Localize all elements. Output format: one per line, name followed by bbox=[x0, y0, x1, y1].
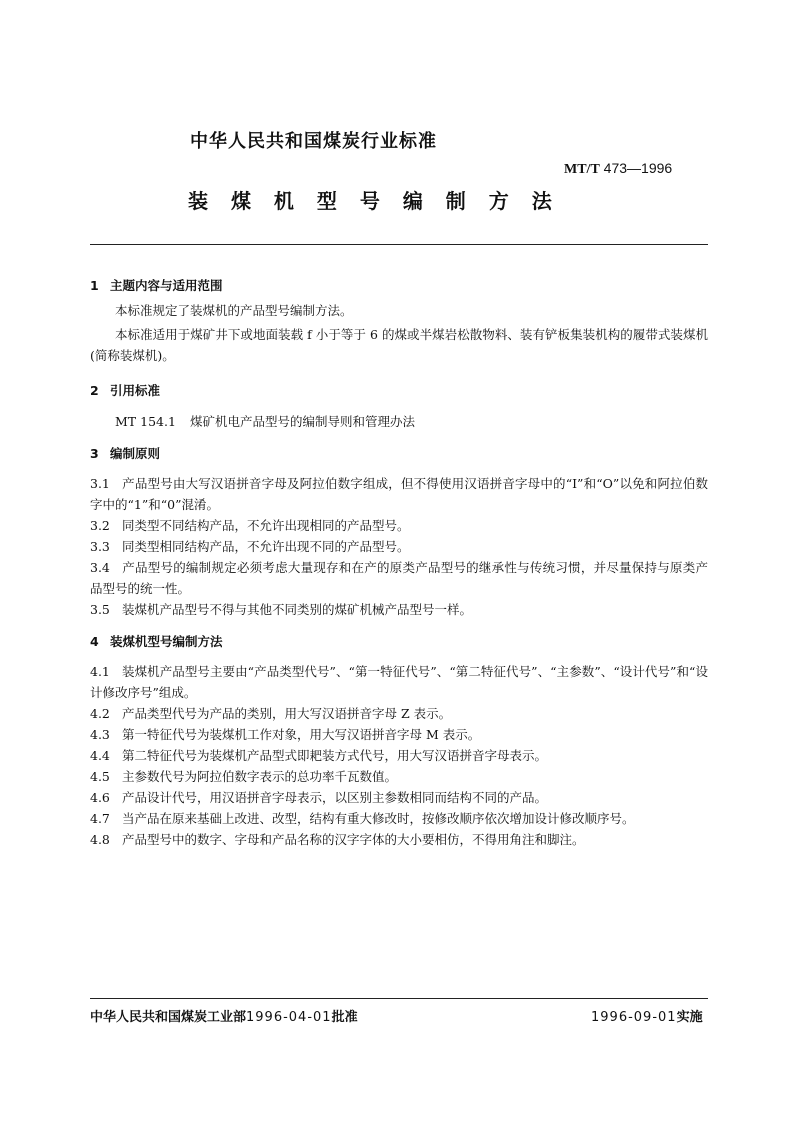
footer-divider bbox=[90, 998, 708, 999]
clause-4-2 bbox=[90, 703, 708, 724]
section-1-paragraph-2: 本标准适用于煤矿井下或地面装载 f 小于等于 6 的煤或半煤岩松散物料、装有铲板集装机构的履带式装煤机(简称装煤机)。 bbox=[90, 327, 708, 363]
standard-code bbox=[564, 160, 672, 178]
clause-number: 4.5 bbox=[90, 769, 110, 784]
approval-org: 中华人民共和国煤炭工业部 bbox=[90, 1010, 247, 1025]
clause-4-1 bbox=[90, 661, 708, 703]
clause-text: 产品类型代号为产品的类别，用大写汉语拼音字母 Z 表示。 bbox=[122, 706, 452, 721]
document-title: 装 煤 机 型 号 编 制 方 法 bbox=[188, 189, 560, 213]
issuing-organization: 中华人民共和国煤炭行业标准 bbox=[190, 131, 437, 152]
clause-text: 产品型号的编制规定必须考虑大量现存和在产的原类产品型号的继承性与传统习惯，并尽量保持与原类产品型号的统一性。 bbox=[90, 560, 708, 596]
reference-title: 煤矿机电产品型号的编制导则和管理办法 bbox=[190, 414, 416, 429]
standard-code-prefix: MT/T bbox=[564, 162, 600, 177]
clause-3-2 bbox=[90, 515, 708, 536]
clause-4-3 bbox=[90, 724, 708, 745]
clause-text: 装煤机产品型号主要由“产品类型代号”、“第一特征代号”、“第二特征代号”、“主参数”、“设计代号”和“设计修改序号”组成。 bbox=[90, 664, 708, 700]
clause-text: 装煤机产品型号不得与其他不同类别的煤矿机械产品型号一样。 bbox=[122, 602, 473, 617]
section-number: 1 bbox=[90, 278, 99, 293]
clause-number: 3.1 bbox=[90, 476, 110, 491]
clause-4-7 bbox=[90, 808, 708, 829]
clause-number: 3.2 bbox=[90, 518, 110, 533]
reference-code: MT 154.1 bbox=[115, 414, 176, 429]
clause-number: 3.5 bbox=[90, 602, 110, 617]
clause-text: 产品型号中的数字、字母和产品名称的汉字字体的大小要相仿，不得用角注和脚注。 bbox=[122, 832, 585, 847]
implement-date: 1996-09-01 bbox=[591, 1010, 677, 1025]
section-2-heading bbox=[90, 381, 160, 399]
standard-code-number: 473—1996 bbox=[603, 160, 673, 176]
header-divider bbox=[90, 244, 708, 245]
clause-4-6 bbox=[90, 787, 708, 808]
clause-number: 4.1 bbox=[90, 664, 110, 679]
clause-number: 4.2 bbox=[90, 706, 110, 721]
section-1-heading bbox=[90, 276, 223, 294]
approval-date: 1996-04-01 bbox=[246, 1010, 332, 1025]
section-4-heading bbox=[90, 632, 223, 650]
clause-number: 4.4 bbox=[90, 748, 110, 763]
approval-line bbox=[90, 1006, 358, 1025]
reference-item bbox=[90, 411, 708, 432]
clause-number: 4.3 bbox=[90, 727, 110, 742]
clause-text: 产品型号由大写汉语拼音字母及阿拉伯数字组成，但不得使用汉语拼音字母中的“I”和“O”以免和阿拉伯数字中的“1”和“0”混淆。 bbox=[90, 476, 708, 512]
section-number: 3 bbox=[90, 446, 99, 461]
section-title: 引用标准 bbox=[110, 383, 161, 398]
section-number: 2 bbox=[90, 383, 99, 398]
section-number: 4 bbox=[90, 634, 99, 649]
implement-label: 实施 bbox=[676, 1010, 703, 1025]
clause-text: 当产品在原来基础上改进、改型，结构有重大修改时，按修改顺序依次增加设计修改顺序号。 bbox=[122, 811, 635, 826]
section-1-paragraph-1: 本标准规定了装煤机的产品型号编制方法。 bbox=[115, 303, 353, 318]
clause-number: 4.8 bbox=[90, 832, 110, 847]
section-title: 编制原则 bbox=[110, 446, 161, 461]
clause-4-5 bbox=[90, 766, 708, 787]
clause-number: 4.6 bbox=[90, 790, 110, 805]
clause-text: 第二特征代号为装煤机产品型式即耙装方式代号，用大写汉语拼音字母表示。 bbox=[122, 748, 548, 763]
clause-text: 第一特征代号为装煤机工作对象，用大写汉语拼音字母 M 表示。 bbox=[122, 727, 481, 742]
clause-4-4 bbox=[90, 745, 708, 766]
clause-3-5 bbox=[90, 599, 708, 620]
clause-4-8 bbox=[90, 829, 708, 850]
section-title: 主题内容与适用范围 bbox=[110, 278, 223, 293]
clause-3-1 bbox=[90, 473, 708, 515]
clause-number: 3.4 bbox=[90, 560, 110, 575]
clause-number: 3.3 bbox=[90, 539, 110, 554]
approval-label: 批准 bbox=[331, 1010, 358, 1025]
clause-3-3 bbox=[90, 536, 708, 557]
clause-text: 主参数代号为阿拉伯数字表示的总功率千瓦数值。 bbox=[122, 769, 398, 784]
clause-text: 同类型相同结构产品，不允许出现不同的产品型号。 bbox=[122, 539, 410, 554]
section-title: 装煤机型号编制方法 bbox=[110, 634, 223, 649]
clause-number: 4.7 bbox=[90, 811, 110, 826]
clause-3-4 bbox=[90, 557, 708, 599]
clause-text: 同类型不同结构产品，不允许出现相同的产品型号。 bbox=[122, 518, 410, 533]
clause-text: 产品设计代号，用汉语拼音字母表示，以区别主参数相同而结构不同的产品。 bbox=[122, 790, 548, 805]
implementation-line bbox=[591, 1006, 703, 1025]
section-3-heading bbox=[90, 444, 160, 462]
